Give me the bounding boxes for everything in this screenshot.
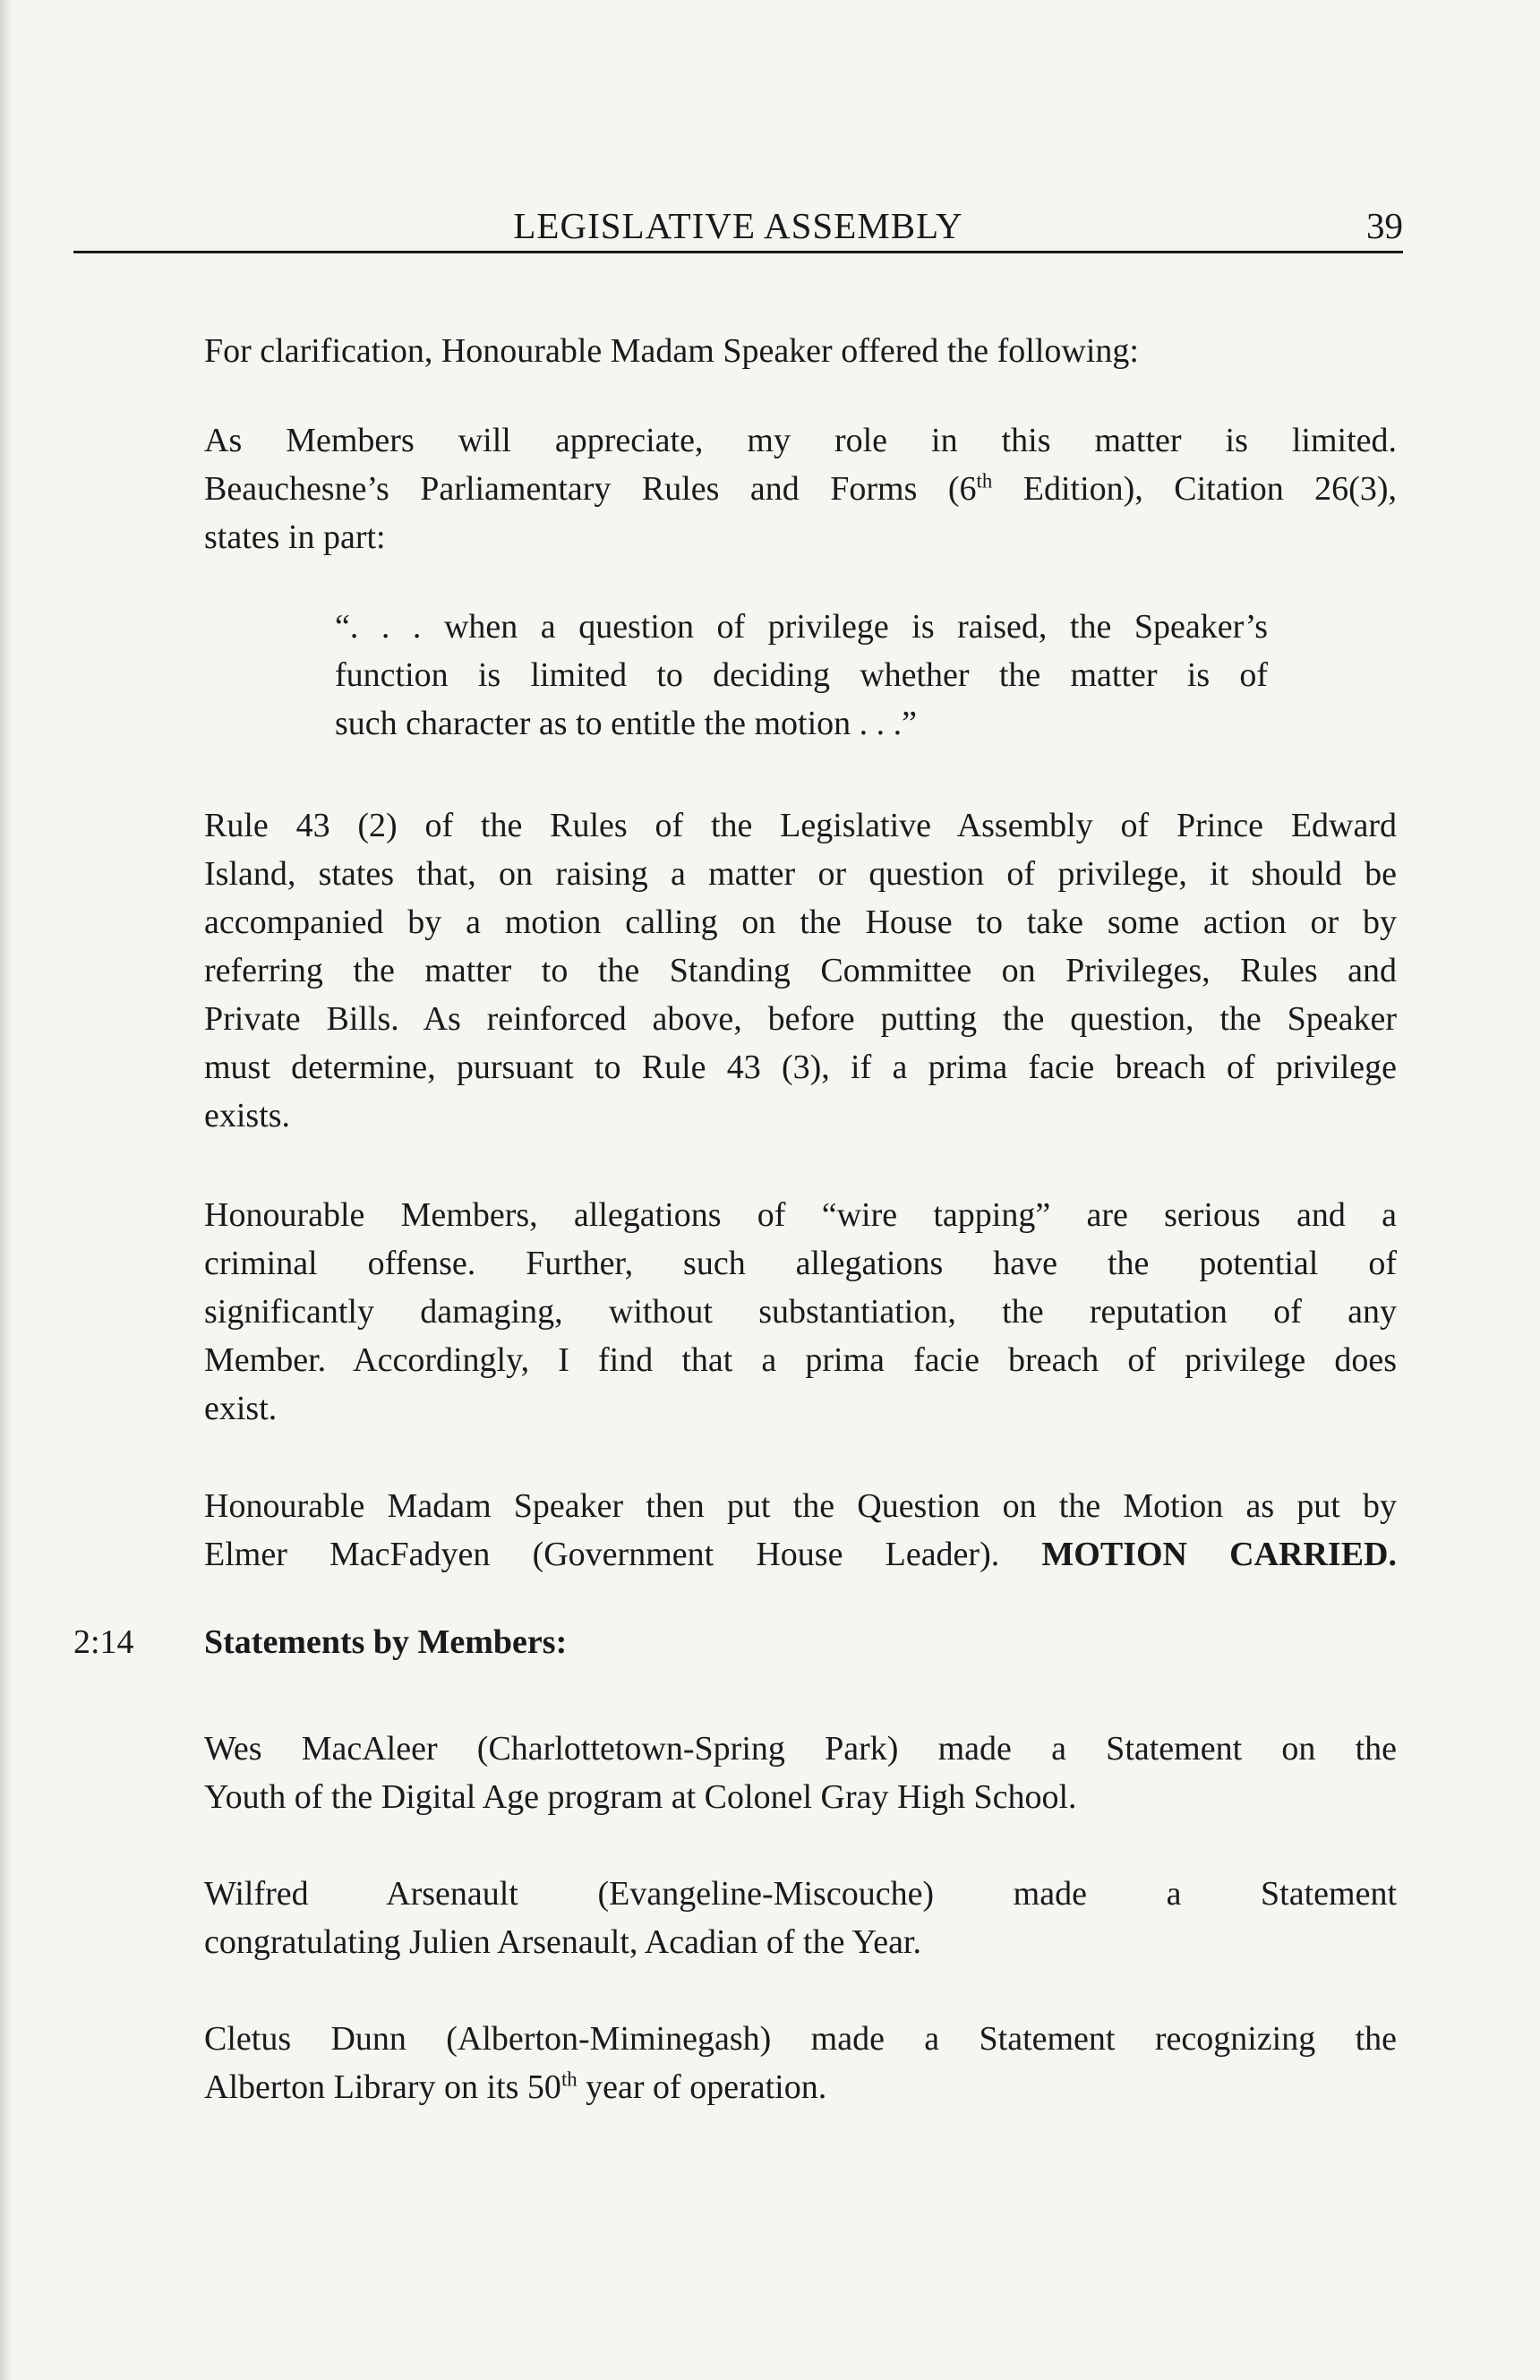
text-line: states in part: <box>204 518 386 556</box>
text-line: congratulating Julien Arsenault, Acadian of the Year. <box>204 1923 921 1961</box>
text-fragment: year of operation. <box>577 2068 827 2106</box>
text-line: exist. <box>204 1390 278 1427</box>
page-header <box>73 199 1403 253</box>
text-line: Wilfred Arsenault (Evangeline-Miscouche) made a Statement <box>204 1875 1397 1913</box>
text-line: Rule 43 (2) of the Rules of the Legislative Assembly of Prince Edward <box>204 807 1397 844</box>
text-line: referring the matter to the Standing Committee on Privileges, Rules and <box>204 952 1397 989</box>
page-number: 39 <box>1366 205 1403 246</box>
text-fragment: Edition), Citation 26(3), <box>992 470 1397 508</box>
paragraph-speaker-role <box>204 416 1397 561</box>
text-line: criminal offense. Further, such allegations have the potential of <box>204 1245 1397 1282</box>
paragraph-motion <box>204 1482 1397 1579</box>
text-fragment: Beauchesne’s Parliamentary Rules and Forms (6 <box>204 470 977 508</box>
text-fragment: Elmer MacFadyen (Government House Leader). <box>204 1536 1000 1573</box>
text-fragment: Alberton Library on its 50 <box>204 2068 561 2106</box>
text-line: Wes MacAleer (Charlottetown-Spring Park) made a Statement on the <box>204 1730 1397 1768</box>
text-line: exists. <box>204 1097 291 1134</box>
text-line: Member. Accordingly, I find that a prima facie breach of privilege does <box>204 1341 1397 1379</box>
text-line: Island, states that, on raising a matter or question of privilege, it should be <box>204 855 1397 893</box>
statement-arsenault <box>204 1870 1397 1966</box>
paragraph-clarification <box>204 327 1397 375</box>
text-line: Honourable Madam Speaker then put the Question on the Motion as put by <box>204 1487 1397 1525</box>
text-line: For clarification, Honourable Madam Speaker offered the following: <box>204 332 1139 370</box>
text-line: significantly damaging, without substantiation, the reputation of any <box>204 1293 1397 1331</box>
header-title: LEGISLATIVE ASSEMBLY <box>513 205 963 246</box>
quote-line: “. . . when a question of privilege is raised, the Speaker’s <box>335 608 1268 646</box>
paragraph-rule-43 <box>204 801 1397 1140</box>
text-line <box>204 2063 1397 2111</box>
text-line: Youth of the Digital Age program at Colonel Gray High School. <box>204 1778 1077 1816</box>
page-edge-shadow <box>0 0 13 2380</box>
block-quote <box>335 603 1268 748</box>
superscript: th <box>560 2068 578 2091</box>
text-line: accompanied by a motion calling on the House to take some action or by <box>204 903 1397 941</box>
motion-carried-label: MOTION CARRIED. <box>1041 1536 1397 1573</box>
text-line: Honourable Members, allegations of “wire tapping” are serious and a <box>204 1196 1397 1234</box>
statement-macaleer <box>204 1725 1397 1821</box>
text-line: Private Bills. As reinforced above, before putting the question, the Speaker <box>204 1000 1397 1038</box>
quote-line: function is limited to deciding whether the matter is of <box>335 656 1268 694</box>
superscript: th <box>976 469 993 492</box>
section-heading: Statements by Members: <box>204 1623 568 1661</box>
quote-line: such character as to entitle the motion . . .” <box>335 705 917 742</box>
paragraph-ruling <box>204 1191 1397 1433</box>
section-number: 2:14 <box>73 1623 134 1661</box>
text-line <box>204 1530 1397 1579</box>
text-line: Cletus Dunn (Alberton-Miminegash) made a Statement recognizing the <box>204 2020 1397 2058</box>
header-rule <box>73 251 1403 253</box>
text-line <box>204 465 1397 513</box>
statement-dunn <box>204 2015 1397 2111</box>
text-line: As Members will appreciate, my role in this matter is limited. <box>204 422 1397 459</box>
text-line: must determine, pursuant to Rule 43 (3), if a prima facie breach of privilege <box>204 1049 1397 1086</box>
